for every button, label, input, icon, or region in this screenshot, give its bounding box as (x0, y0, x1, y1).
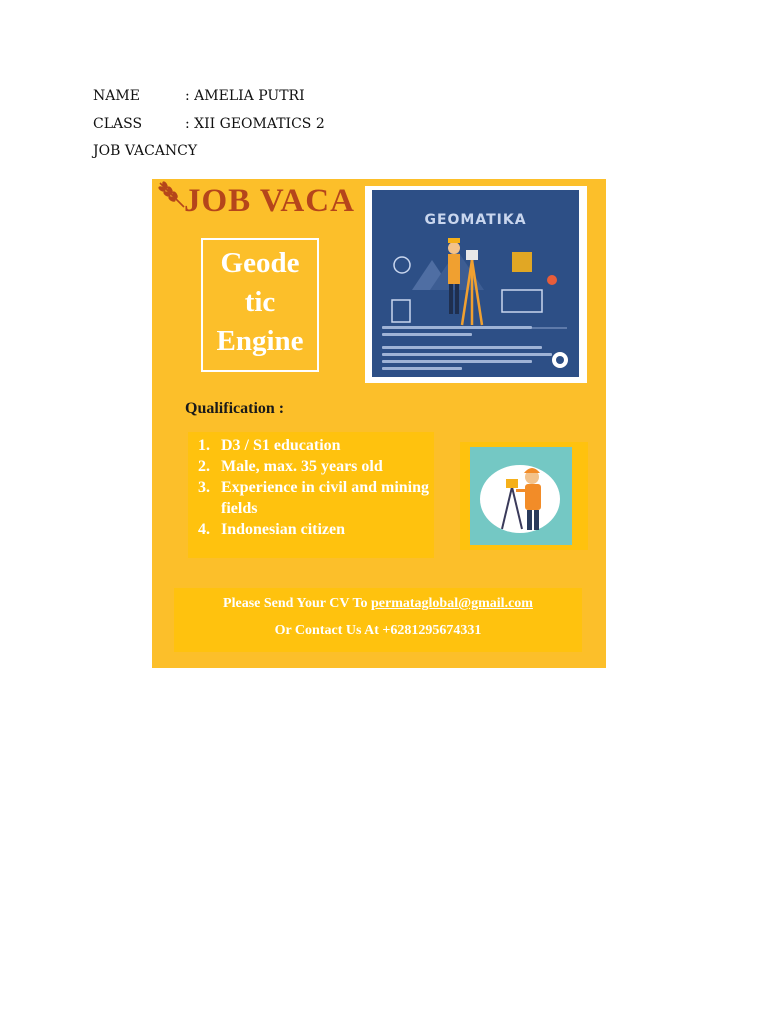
qualification-list (188, 432, 434, 540)
job-title-line: Geode (220, 247, 300, 279)
class-value: : XII GEOMATICS 2 (185, 116, 325, 132)
job-vacancy-label: JOB VACANCY (93, 143, 198, 159)
geomatika-photo (365, 186, 587, 383)
poster-title: JOB VACA (184, 183, 355, 219)
name-label: NAME (93, 88, 140, 104)
contact-phone-line: Or Contact Us At +6281295674331 (274, 623, 482, 638)
job-title-line: Engine (216, 325, 304, 357)
photo-text-lines (382, 326, 558, 374)
photo-title: GEOMATIKA (424, 212, 527, 228)
geomatika-photo-inner (372, 190, 579, 377)
name-value: : AMELIA PUTRI (185, 88, 305, 104)
qualification-item: 4. Indonesian citizen (198, 521, 346, 538)
surveyor-icon (470, 447, 572, 545)
qualification-item: 1. D3 / S1 education (198, 437, 341, 454)
qualification-item: 2. Male, max. 35 years old (198, 458, 383, 475)
job-title-line: tic (244, 286, 276, 318)
contact-email-line: Please Send Your CV To permataglobal@gmail.com (223, 596, 533, 611)
class-label: CLASS (93, 116, 143, 132)
surveyor-illustration (470, 447, 572, 545)
qualification-box (188, 432, 434, 558)
job-poster (152, 179, 606, 668)
qualification-label: Qualification : (185, 400, 285, 417)
polban-logo-icon (550, 350, 570, 370)
qualification-item: 3. Experience in civil and mining fields (198, 479, 430, 517)
contact-box (174, 588, 582, 652)
email-link[interactable]: permataglobal@gmail.com (371, 596, 533, 611)
job-title-box (201, 238, 319, 372)
